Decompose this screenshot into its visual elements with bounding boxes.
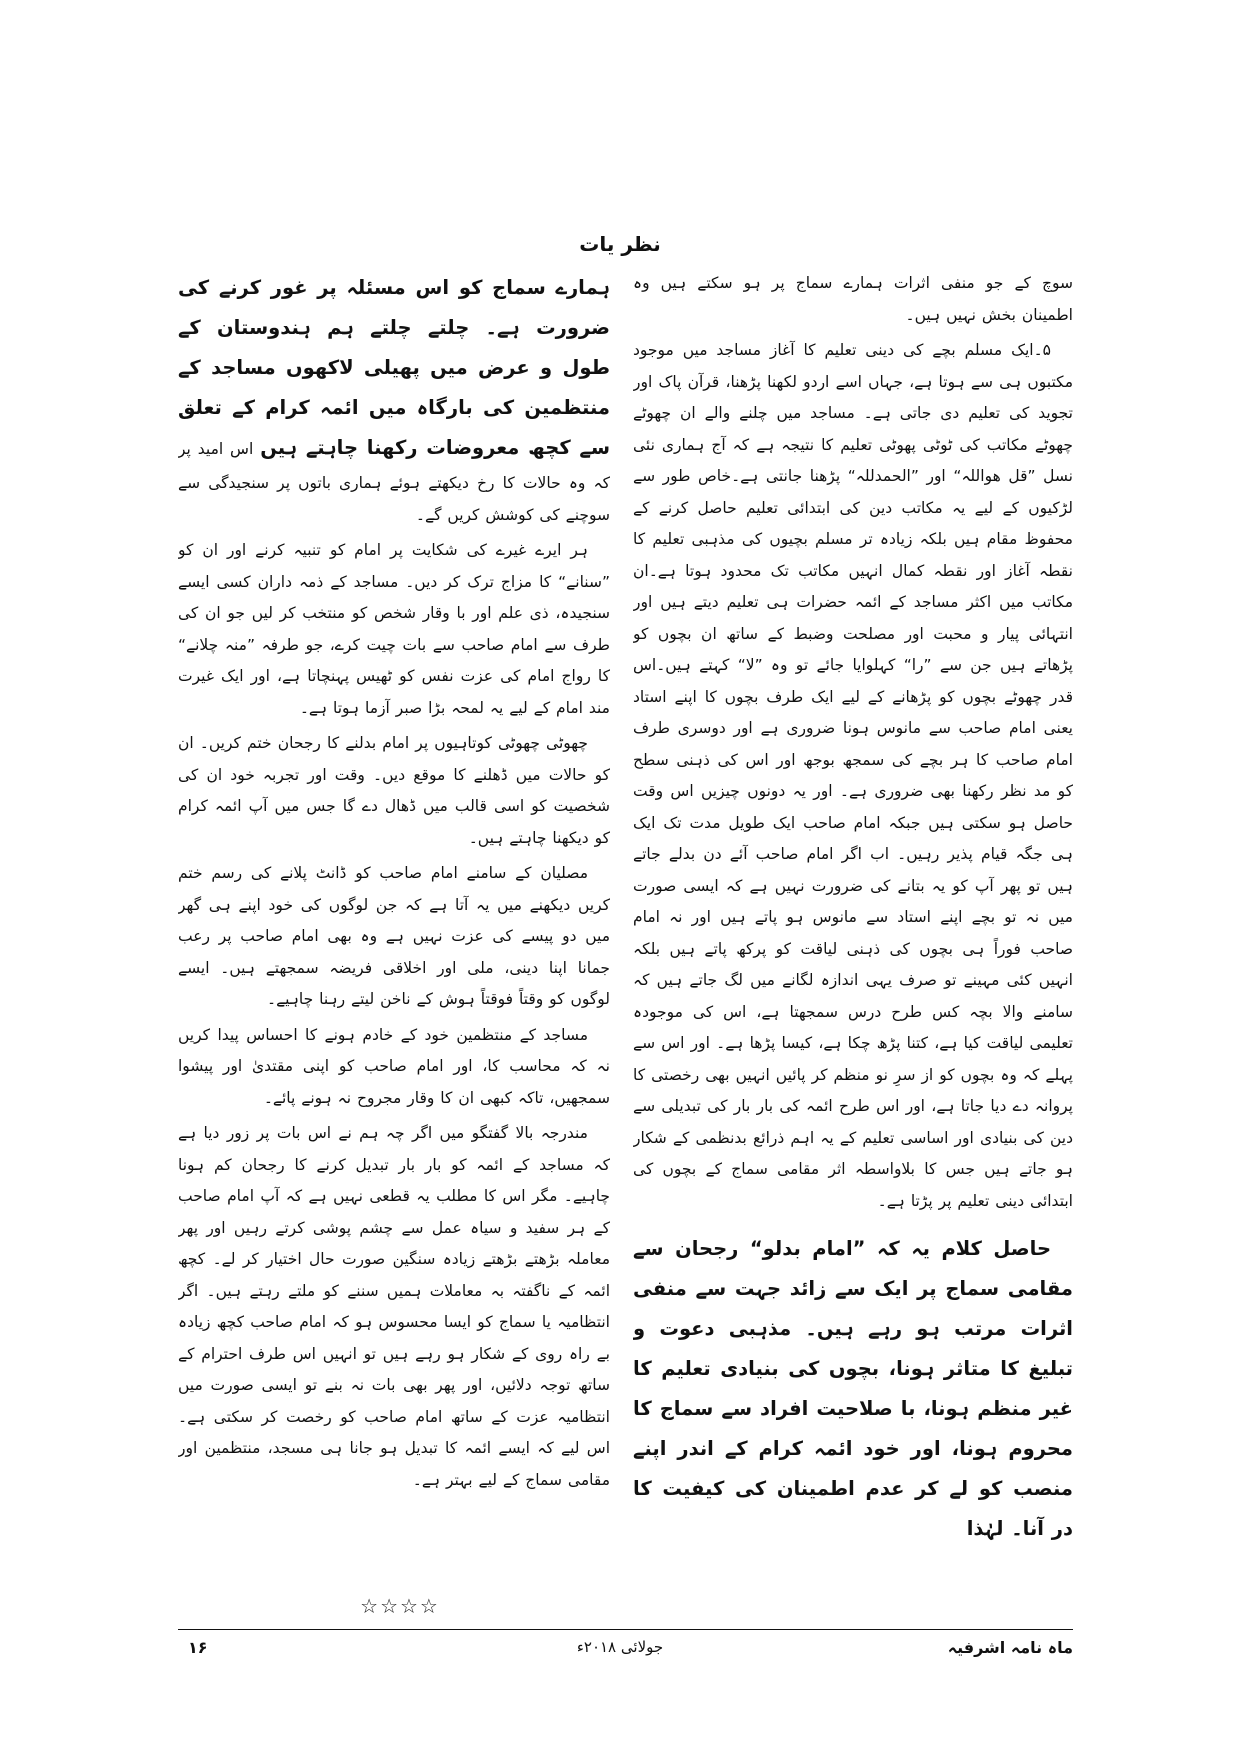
left-lead-paragraph [178,268,610,531]
publication-name: ماہ نامہ اشرفیہ [947,1638,1073,1657]
lead-rest-text: اس امید پر کہ وہ حالات کا رخ دیکھتے ہوئے ہماری باتوں پر سنجیدگی سے سوچنے کی کوشش کریں گے۔ [178,440,610,524]
section-title: نظر یات [579,232,661,256]
left-paragraph-1: ہر ایرے غیرے کی شکایت پر امام کو تنبیہ کرنے اور ان کو ”سنانے“ کا مزاج ترک کر دیں۔ مساجد کے ذمہ داران کسی ایسے سنجیدہ، ذی علم اور با وقار شخص کو منتخب کر لیں جو ان کی طرف سے امام صاحب سے بات چیت کرے، جو طرفہ ”منہ چلانے“ کا رواج امام کی عزت نفس کو ٹھیس پہنچاتا ہے، اور ایک غیرت مند امام کے لیے یہ لمحہ بڑا صبر آزما ہوتا ہے۔ [178,541,610,717]
right-column [633,268,1073,1658]
left-paragraph-2: چھوٹی چھوٹی کوتاہیوں پر امام بدلنے کا رجحان ختم کریں۔ ان کو حالات میں ڈھلنے کا موقع دیں۔ وقت اور تجربہ خود ان کی شخصیت کو اسی قالب میں ڈھال دے گا جس میں آپ ائمہ کرام کو دیکھنا چاہتے ہیں۔ [178,734,610,847]
page-number: ۱۶ [188,1638,208,1657]
end-stars: ☆☆☆☆ [360,1594,440,1618]
lead-bold-text: ہمارے سماج کو اس مسئلہ پر غور کرنے کی ضرورت ہے۔ چلتے چلتے ہم ہندوستان کے طول و عرض میں پھیلی لاکھوں مساجد کے منتظمین کی بارگاہ میں ائمہ کرام کے تعلق سے کچھ معروضات رکھنا چاہتے ہیں [178,276,610,459]
right-paragraph-1: سوچ کے جو منفی اثرات ہمارے سماج پر ہو سکتے ہیں وہ اطمینان بخش نہیں ہیں۔ [633,274,1073,324]
left-paragraph-4: مساجد کے منتظمین خود کے خادم ہونے کا احساس پیدا کریں نہ کہ محاسب کا، اور امام صاحب کو اپنی مقتدیٰ اور پیشوا سمجھیں، تاکہ کبھی ان کا وقار مجروح نہ ہونے پائے۔ [178,1025,610,1107]
footer-rule [178,1629,1073,1630]
conclusion-paragraph: حاصل کلام یہ کہ ”امام بدلو“ رجحان سے مقامی سماج پر ایک سے زائد جہت سے منفی اثرات مرتب ہو رہے ہیں۔ مذہبی دعوت و تبلیغ کا متاثر ہونا، بچوں کی بنیادی تعلیم کا غیر منظم ہونا، با صلاحیت افراد سے سماج کا محروم ہونا، اور خود ائمہ کرام کے اندر اپنے منصب کو لے کر عدم اطمینان کی کیفیت کا در آنا۔ لہٰذا [633,1237,1073,1540]
right-paragraph-2: ۵۔ایک مسلم بچے کی دینی تعلیم کا آغاز مساجد میں موجود مکتبوں ہی سے ہوتا ہے، جہاں اسے اردو لکھنا پڑھنا، قرآن پاک اور تجوید کی تعلیم دی جاتی ہے۔ مساجد میں چلنے والے ان چھوٹے چھوٹے مکاتب کی ٹوٹی پھوٹی تعلیم کا نتیجہ ہے کہ آج ہماری نئی نسل ”قل ھواللہ“ اور ”الحمدللہ“ پڑھنا جانتی ہے۔خاص طور سے لڑکیوں کے لیے یہ مکاتب دین کی ابتدائی تعلیم حاصل کرنے کے محفوظ مقام ہیں بلکہ زیادہ تر مسلم بچیوں کی مذہبی تعلیم کا نقطہ آغاز اور نقطہ کمال انہیں مکاتب تک محدود ہوتا ہے۔ان مکاتب میں اکثر مساجد کے ائمہ حضرات ہی تعلیم دیتے ہیں اور انتہائی پیار و محبت اور مصلحت وضبط کے ساتھ ان بچوں کو پڑھاتے ہیں جن سے ”را“ کہلوایا جائے تو وہ ”لا“ کہتے ہیں۔اس قدر چھوٹے بچوں کو پڑھانے کے لیے ایک طرف بچوں کا اپنے استاد یعنی امام صاحب سے مانوس ہونا ضروری ہے اور دوسری طرف امام صاحب کا ہر بچے کی سمجھ بوجھ اور اس کی ذہنی سطح کو مد نظر رکھنا بھی ضروری ہے۔ اور یہ دونوں چیزیں اس وقت حاصل ہو سکتی ہیں جبکہ امام صاحب ایک طویل مدت تک ایک ہی جگہ قیام پذیر رہیں۔ اب اگر امام صاحب آئے دن بدلے جاتے ہیں تو پھر آپ کو یہ بتانے کی ضرورت نہیں ہے کہ ایسی صورت میں نہ تو بچے اپنے استاد سے مانوس ہو پاتے ہیں اور نہ امام صاحب فوراً ہی بچوں کی ذہنی لیاقت کو پرکھ پاتے ہیں بلکہ انہیں کئی مہینے تو صرف یہی اندازہ لگانے میں لگ جاتے ہیں کہ سامنے والا بچہ کس طرح درس سمجھتا ہے، اس کی موجودہ تعلیمی لیاقت کیا ہے، کتنا پڑھ چکا ہے، کیسا پڑھا ہے۔ اور اس سے پہلے کہ وہ بچوں کو از سرِ نو منظم کر پائیں انہیں بھی رخصتی کا پروانہ دے دیا جاتا ہے، اور اس طرح ائمہ کی بار بار کی تبدیلی سے دین کی بنیادی اور اساسی تعلیم کے یہ اہم ذرائع بدنظمی کے شکار ہو جاتے ہیں جس کا بلاواسطہ اثر مقامی سماج کے بچوں کی ابتدائی دینی تعلیم پر پڑتا ہے۔ [633,341,1073,1210]
left-column [178,268,610,1658]
issue-date: جولائی ۲۰۱۸ء [576,1638,664,1656]
left-paragraph-3: مصلیان کے سامنے امام صاحب کو ڈانٹ پلانے کی رسم ختم کریں دیکھنے میں یہ آتا ہے کہ جن لوگوں کی خود اپنے ہی گھر میں دو پیسے کی عزت نہیں ہے وہ بھی امام صاحب پر رعب جمانا اپنا دینی، ملی اور اخلاقی فریضہ سمجھتے ہیں۔ ایسے لوگوں کو وقتاً فوقتاً ہوش کے ناخن لیتے رہنا چاہیے۔ [178,864,610,1008]
left-paragraph-5: مندرجہ بالا گفتگو میں اگر چہ ہم نے اس بات پر زور دیا ہے کہ مساجد کے ائمہ کو بار بار تبدیل کرنے کا رجحان کم ہونا چاہیے۔ مگر اس کا مطلب یہ قطعی نہیں ہے کہ آپ امام صاحب کے ہر سفید و سیاہ عمل سے چشم پوشی کرتے رہیں اور پھر معاملہ بڑھتے بڑھتے زیادہ سنگین صورت حال اختیار کر لے۔ کچھ ائمہ کے ناگفتہ بہ معاملات ہمیں سننے کو ملتے رہتے ہیں۔ اگر انتظامیہ یا سماج کو ایسا محسوس ہو کہ امام صاحب کچھ زیادہ بے راہ روی کے شکار ہو رہے ہیں تو انہیں اس طرف احترام کے ساتھ توجہ دلائیں، اور پھر بھی بات نہ بنے تو ایسی صورت میں انتظامیہ عزت کے ساتھ امام صاحب کو رخصت کر سکتی ہے۔ اس لیے کہ ایسے ائمہ کا تبدیل ہو جانا ہی مسجد، منتظمین اور مقامی سماج کے لیے بہتر ہے۔ [178,1124,610,1489]
